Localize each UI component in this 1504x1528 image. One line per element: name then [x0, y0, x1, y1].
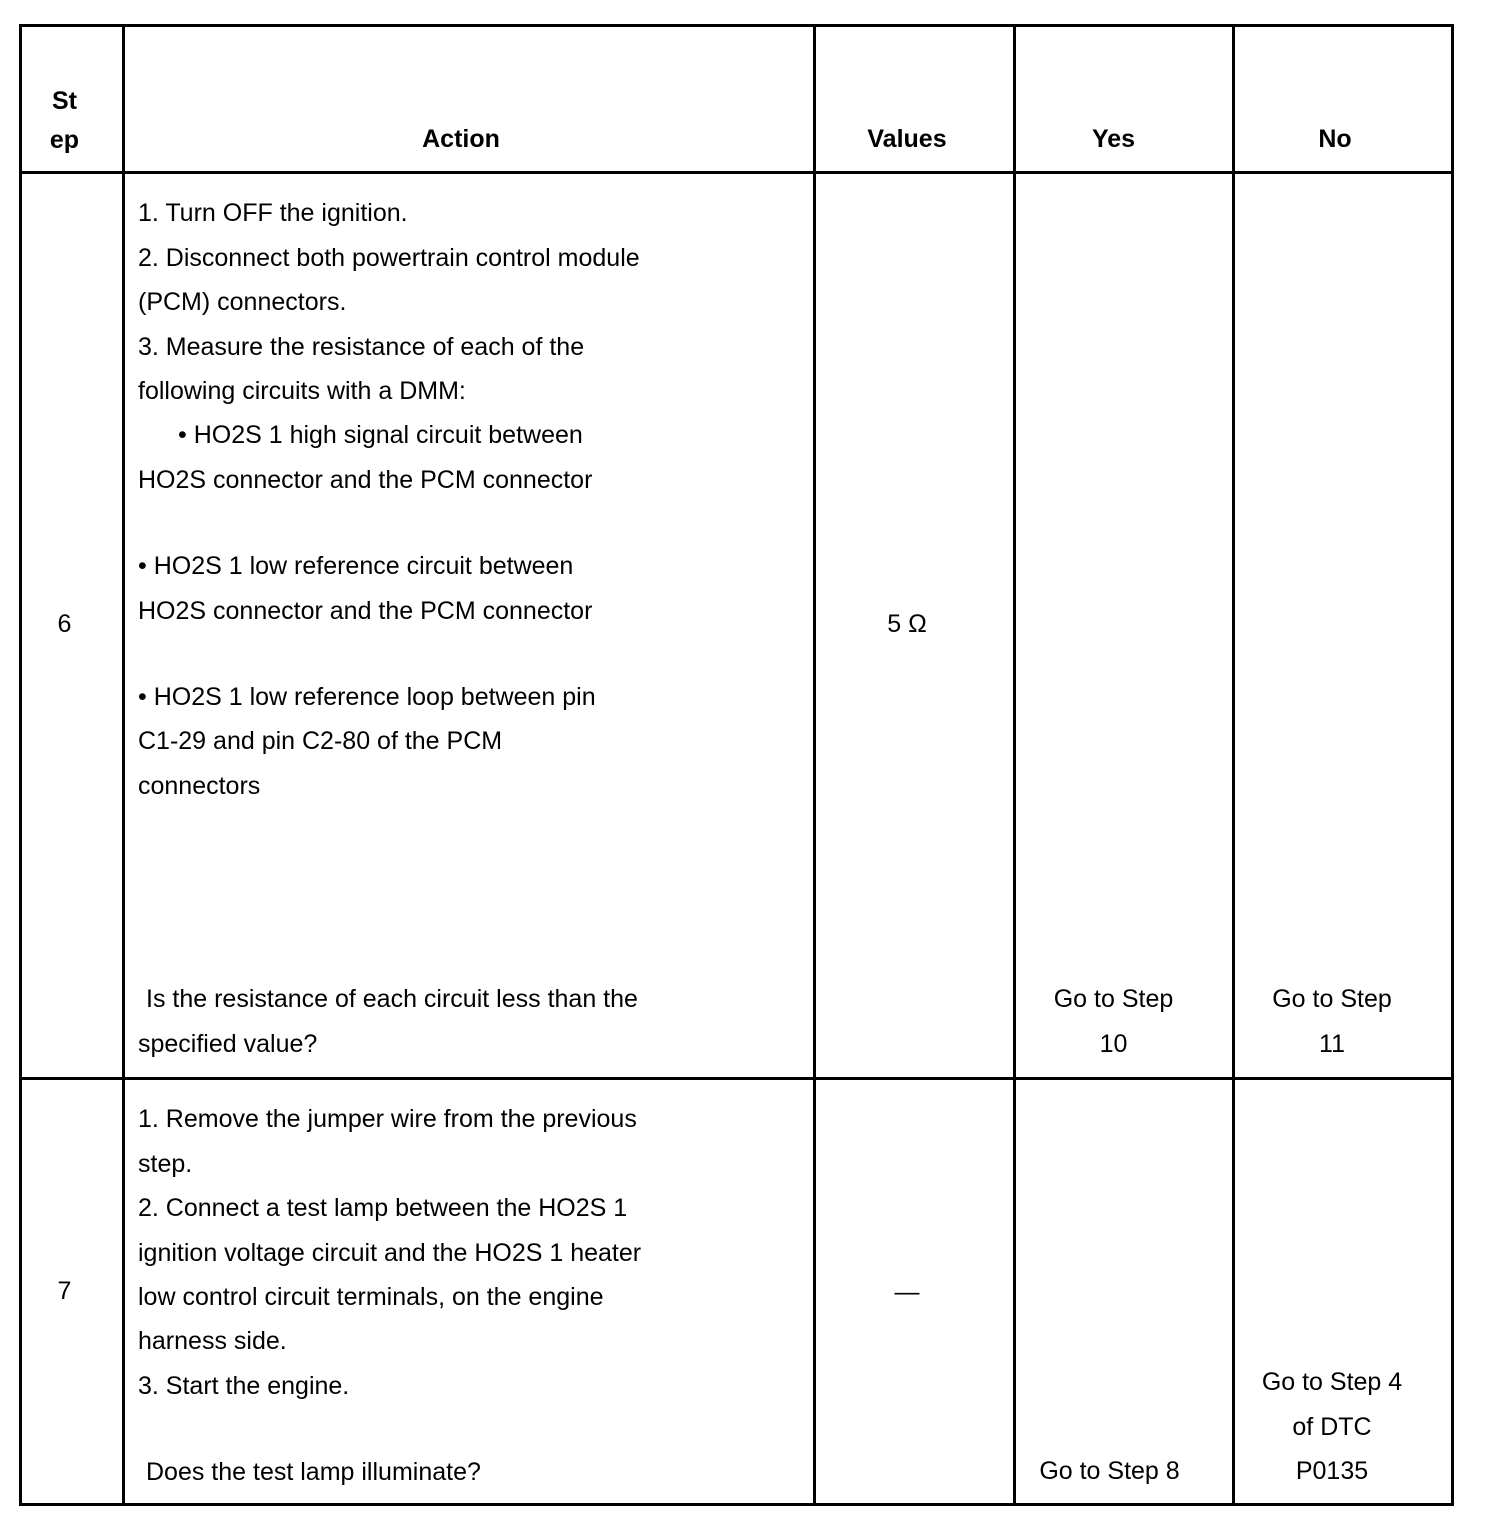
action-item: ignition voltage circuit and the HO2S 1 heater [138, 1239, 642, 1267]
row-6-yes-line1: Go to Step [1053, 985, 1174, 1013]
header-action: Action [422, 125, 500, 153]
row-6-value: 5 Ω [887, 610, 927, 638]
row-7-yes: Go to Step 8 [1039, 1457, 1180, 1485]
action-item: step. [138, 1150, 193, 1178]
action-item: following circuits with a DMM: [138, 377, 466, 405]
action-bullet: • HO2S 1 low reference circuit between [138, 552, 574, 580]
row-7-no-line1: Go to Step 4 [1261, 1368, 1403, 1396]
action-bullet: C1-29 and pin C2-80 of the PCM [138, 727, 503, 755]
action-bullet: • HO2S 1 high signal circuit between [178, 421, 583, 449]
row-divider [22, 1077, 1451, 1080]
row-6-no-line1: Go to Step [1272, 985, 1392, 1013]
action-item: 1. Remove the jumper wire from the previous [138, 1105, 637, 1133]
action-bullet: HO2S connector and the PCM connector [138, 597, 593, 625]
action-item: harness side. [138, 1327, 287, 1355]
action-question: specified value? [138, 1030, 318, 1058]
action-item: 2. Disconnect both powertrain control module [138, 244, 640, 272]
procedure-table [19, 24, 1454, 1506]
header-yes: Yes [1091, 125, 1136, 153]
row-7-value: — [894, 1278, 920, 1306]
action-item: low control circuit terminals, on the engine [138, 1283, 604, 1311]
action-item: 3. Measure the resistance of each of the [138, 333, 585, 361]
header-step-line2: ep [49, 126, 80, 154]
column-divider [1232, 27, 1235, 1503]
row-7-no-line2: of DTC [1292, 1413, 1372, 1441]
action-bullet: HO2S connector and the PCM connector [138, 466, 593, 494]
action-bullet: • HO2S 1 low reference loop between pin [138, 683, 596, 711]
header-step [22, 82, 107, 160]
action-question: Is the resistance of each circuit less than the [146, 985, 638, 1013]
action-question: Does the test lamp illuminate? [146, 1458, 481, 1486]
header-divider [22, 171, 1451, 174]
column-divider [122, 27, 125, 1503]
action-item: 1. Turn OFF the ignition. [138, 199, 408, 227]
row-6-yes-line2: 10 [1099, 1030, 1128, 1058]
action-item: (PCM) connectors. [138, 288, 347, 316]
row-6-no-line2: 11 [1319, 1030, 1345, 1058]
action-item: 2. Connect a test lamp between the HO2S 1 [138, 1194, 628, 1222]
header-values: Values [867, 125, 947, 153]
row-7-step: 7 [57, 1277, 72, 1305]
row-6-step: 6 [57, 610, 72, 638]
header-no: No [1318, 125, 1352, 153]
column-divider [1013, 27, 1016, 1503]
header-step-line1: St [52, 87, 77, 115]
action-bullet: connectors [138, 772, 261, 800]
action-item: 3. Start the engine. [138, 1372, 350, 1400]
row-7-no-line3: P0135 [1295, 1457, 1369, 1485]
